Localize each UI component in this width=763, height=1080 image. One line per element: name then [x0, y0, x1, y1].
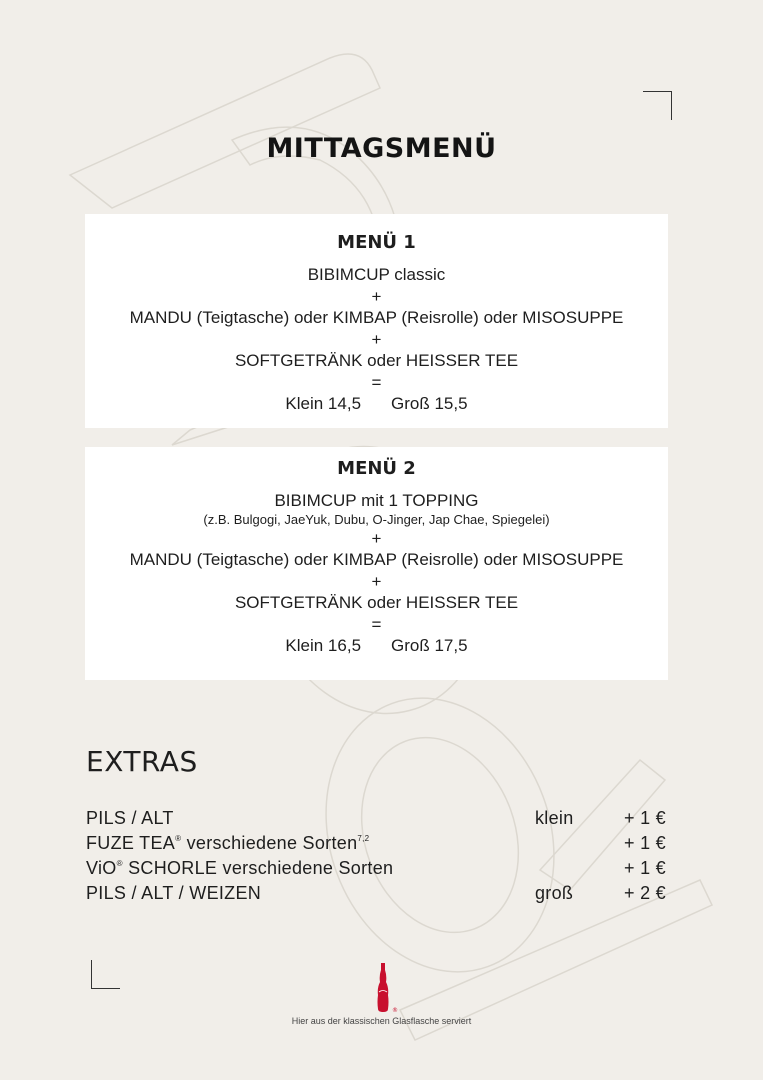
price-large: Groß 17,5: [391, 636, 468, 655]
extras-item-size: klein: [535, 808, 574, 828]
registered-mark: ®: [116, 859, 123, 868]
extras-item-size: groß: [535, 883, 574, 903]
extras-item: [86, 881, 668, 906]
menu-drink-options: SOFTGETRÄNK oder HEISSER TEE: [234, 593, 519, 612]
extras-item-brand: FUZE TEA: [86, 833, 176, 853]
extras-item-desc: SCHORLE verschiedene Sorten: [122, 858, 394, 878]
extras-item-desc: verschiedene Sorten: [181, 833, 358, 853]
registered-mark: ®: [175, 834, 182, 843]
plus-sign: +: [371, 528, 382, 548]
footnote-marker: 7,2: [357, 834, 370, 843]
registered-mark: ®: [392, 1007, 398, 1014]
price-large: Groß 15,5: [391, 394, 468, 413]
page-title: MITTAGSMENÜ: [266, 133, 497, 164]
menu-side-options: MANDU (Teigtasche) oder KIMBAP (Reisrolle) oder MISOSUPPE: [129, 308, 624, 327]
plus-sign: +: [371, 571, 382, 591]
extras-item: [86, 856, 668, 881]
extras-item-brand: ViO: [86, 858, 117, 878]
extras-item-price: + 1 €: [623, 858, 666, 878]
extras-item-price: + 1 €: [623, 808, 666, 828]
extras-heading: EXTRAS: [86, 745, 198, 778]
menu-main-item: BIBIMCUP classic: [307, 265, 446, 284]
menu-card-2: [85, 447, 668, 680]
price-small: Klein 14,5: [285, 394, 362, 413]
menu-card-1: [85, 214, 668, 428]
menu-main-item: BIBIMCUP mit 1 TOPPING: [274, 491, 479, 510]
equals-sign: =: [371, 372, 382, 392]
extras-list: [86, 806, 668, 906]
extras-item-name: PILS / ALT / WEIZEN: [86, 883, 262, 903]
menu-side-options: MANDU (Teigtasche) oder KIMBAP (Reisrolle) oder MISOSUPPE: [129, 550, 624, 569]
corner-mark-bottom-left: [91, 960, 120, 989]
extras-item-name: [86, 856, 393, 881]
equals-sign: =: [371, 614, 382, 634]
extras-item-name: [86, 831, 369, 856]
price-small: Klein 16,5: [285, 636, 362, 655]
plus-sign: +: [371, 329, 382, 349]
menu-prices: [85, 635, 668, 657]
extras-item-name: PILS / ALT: [86, 808, 174, 828]
extras-item: [86, 806, 668, 831]
coca-cola-bottle-icon: [371, 962, 397, 1014]
extras-item-price: + 2 €: [623, 883, 666, 903]
extras-item: [86, 831, 668, 856]
plus-sign: +: [371, 286, 382, 306]
menu-heading: MENÜ 2: [337, 458, 416, 479]
extras-item-price: + 1 €: [623, 833, 666, 853]
menu-drink-options: SOFTGETRÄNK oder HEISSER TEE: [234, 351, 519, 370]
menu-heading: MENÜ 1: [337, 232, 416, 253]
menu-prices: [85, 393, 668, 415]
corner-mark-top-right: [643, 91, 672, 120]
topping-examples: (z.B. Bulgogi, JaeYuk, Dubu, O-Jinger, Jap Chae, Spiegelei): [203, 511, 550, 527]
bottle-serving-note: Hier aus der klassischen Glasflasche serviert: [291, 1016, 472, 1026]
